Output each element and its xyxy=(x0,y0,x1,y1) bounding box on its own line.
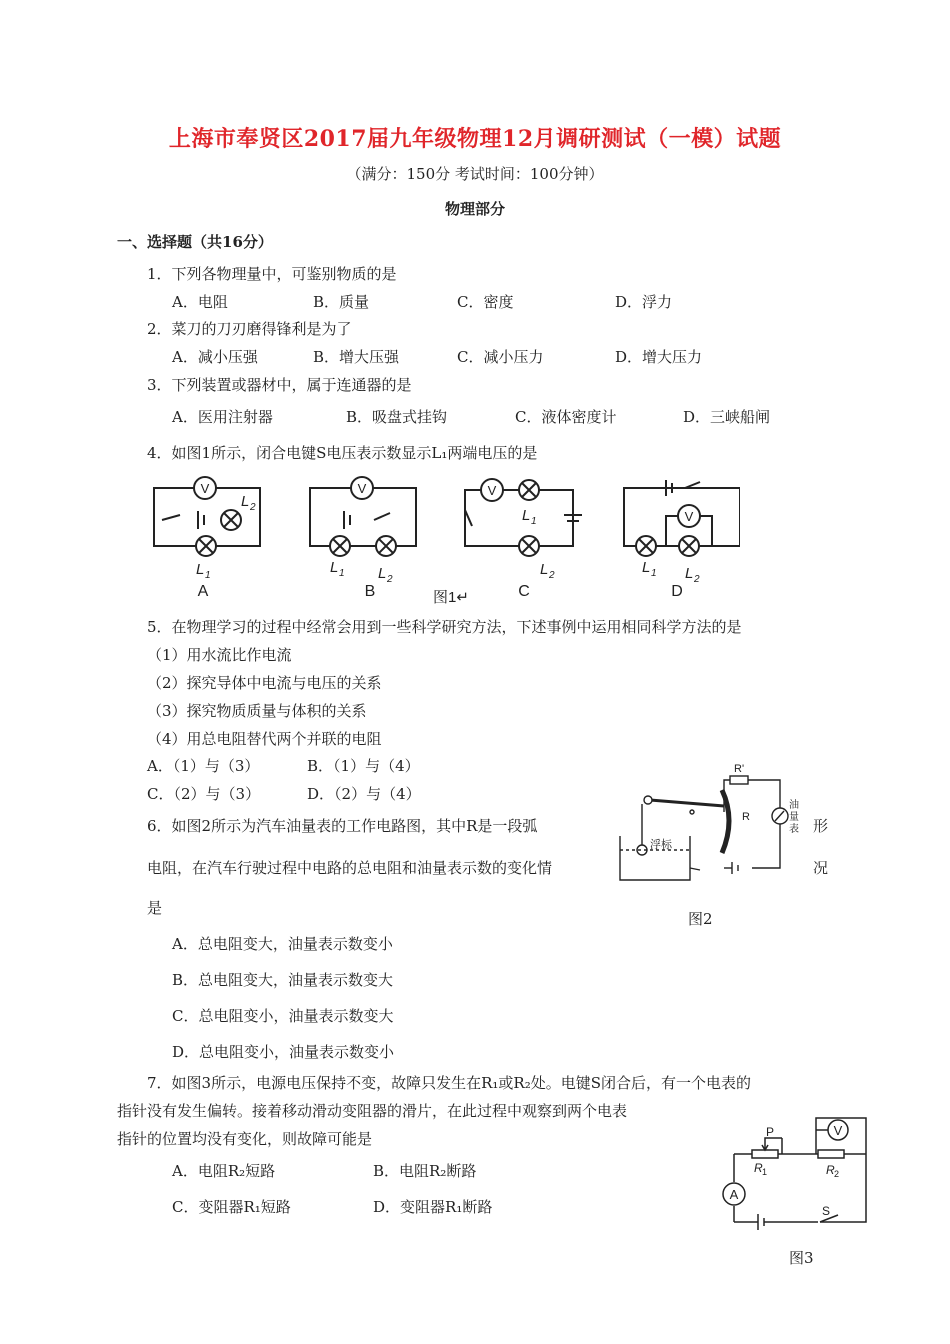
question-6-line-2: 电阻，在汽车行驶过程中电路的总电阻和油量表示数的变化情 xyxy=(147,859,553,877)
q5-option-d: D．（2）与（4） xyxy=(307,785,421,803)
question-2-stem: 2．菜刀的刀刃磨得锋利是为了 xyxy=(147,320,352,338)
question-6-line-1-end: 形 xyxy=(813,817,829,835)
fig2-r-label: R xyxy=(742,811,750,823)
fig1-c-voltmeter-label: V xyxy=(487,483,497,498)
fig1-label-c: C xyxy=(518,583,530,600)
fig1-b-l2-sub: 2 xyxy=(387,574,393,585)
fig1-label-d: D xyxy=(671,583,683,600)
fig1-a-voltmeter-label: V xyxy=(200,481,210,496)
part-heading: 物理部分 xyxy=(444,200,505,218)
fig3-voltmeter-label: V xyxy=(833,1123,843,1138)
fig1-c-l1: L xyxy=(522,507,531,524)
fig3-slider-label: P xyxy=(766,1125,775,1139)
q6-option-b: B．总电阻变大，油量表示数变大 xyxy=(172,971,394,989)
question-7-line-1: 7．如图3所示，电源电压保持不变，故障只发生在R₁或R₂处。电键S闭合后，有一个电表的 xyxy=(147,1074,751,1092)
q3-option-d: D．三峡船闸 xyxy=(683,408,771,426)
q5-item-4: （4）用总电阻替代两个并联的电阻 xyxy=(147,730,382,748)
fig2-caption: 图2 xyxy=(688,910,713,928)
fig1-d-l2: L xyxy=(685,565,694,582)
q7-option-d: D．变阻器R₁断路 xyxy=(373,1198,493,1216)
q2-option-a: A．减小压强 xyxy=(172,348,258,366)
section-heading: 一、选择题（共16分） xyxy=(117,233,273,251)
fig1-a-l2: L xyxy=(241,493,250,510)
q7-option-a: A．电阻R₂短路 xyxy=(172,1162,276,1180)
q2-option-b: B．增大压强 xyxy=(313,348,400,366)
fig1-b-l1-sub: 1 xyxy=(339,568,345,579)
q6-option-c: C．总电阻变小，油量表示数变大 xyxy=(172,1007,394,1025)
fig2-meter-char-2: 量 xyxy=(789,812,799,823)
q5-item-1: （1）用水流比作电流 xyxy=(147,646,292,664)
question-7-line-2: 指针没有发生偏转。接着移动滑动变阻器的滑片，在此过程中观察到两个电表 xyxy=(117,1102,628,1120)
q3-option-b: B．吸盘式挂钩 xyxy=(346,408,448,426)
fig3-ammeter-label: A xyxy=(729,1187,739,1202)
fig1-label-b: B xyxy=(364,583,376,600)
figure-2-fuel-gauge xyxy=(612,758,812,888)
q5-item-2: （2）探究导体中电流与电压的关系 xyxy=(147,674,382,692)
fig3-switch-label: S xyxy=(822,1204,831,1218)
fig1-a-l1: L xyxy=(196,561,205,578)
question-7-line-3: 指针的位置均没有变化，则故障可能是 xyxy=(117,1130,373,1148)
fig1-a-l2-sub: 2 xyxy=(250,502,256,513)
q3-option-c: C．液体密度计 xyxy=(515,408,617,426)
fig1-c-l2: L xyxy=(540,561,549,578)
q1-option-c: C．密度 xyxy=(457,293,514,311)
q2-option-c: C．减小压力 xyxy=(457,348,544,366)
fig1-d-l1-sub: 1 xyxy=(651,568,657,579)
exam-subtitle: （满分：150分 考试时间：100分钟） xyxy=(346,165,604,183)
q1-option-b: B．质量 xyxy=(313,293,370,311)
fig1-d-l2-sub: 2 xyxy=(694,574,700,585)
figure-1-circuits xyxy=(140,470,740,610)
q5-option-b: B．（1）与（4） xyxy=(307,757,420,775)
exam-title: 上海市奉贤区2017届九年级物理12月调研测试（一模）试题 xyxy=(168,126,782,152)
question-4-stem: 4．如图1所示，闭合电键S电压表示数显示L₁两端电压的是 xyxy=(147,444,538,462)
fig1-c-l2-sub: 2 xyxy=(549,570,555,581)
fig3-r1-sub: 1 xyxy=(762,1167,768,1177)
question-5-stem: 5．在物理学习的过程中经常会用到一些科学研究方法，下述事例中运用相同科学方法的是 xyxy=(147,618,742,636)
q1-option-a: A．电阻 xyxy=(172,293,228,311)
q1-option-d: D．浮力 xyxy=(615,293,673,311)
fig2-rprime-label: R' xyxy=(734,763,745,775)
q6-option-d: D．总电阻变小，油量表示数变小 xyxy=(172,1043,395,1061)
question-6-line-3: 是 xyxy=(147,899,163,917)
fig2-meter-char-3: 表 xyxy=(789,824,799,835)
fig3-r1-label: R xyxy=(754,1161,763,1175)
fig3-r2-sub: 2 xyxy=(834,1169,840,1179)
question-3-stem: 3．下列装置或器材中，属于连通器的是 xyxy=(147,376,412,394)
fig2-meter-char-1: 油 xyxy=(789,800,799,811)
figure-3-circuit xyxy=(718,1112,874,1242)
q5-item-3: （3）探究物质质量与体积的关系 xyxy=(147,702,367,720)
fig1-a-l1-sub: 1 xyxy=(205,570,211,581)
fig1-caption: 图1↵ xyxy=(433,589,469,606)
q3-option-a: A．医用注射器 xyxy=(172,408,273,426)
fig1-b-l1: L xyxy=(330,559,339,576)
question-1-stem: 1．下列各物理量中，可鉴别物质的是 xyxy=(147,265,397,283)
question-6-line-1: 6．如图2所示为汽车油量表的工作电路图，其中R是一段弧 xyxy=(147,817,538,835)
q5-option-a: A．（1）与（3） xyxy=(147,757,260,775)
fig1-c-l1-sub: 1 xyxy=(531,516,537,527)
q5-option-c: C．（2）与（3） xyxy=(147,785,261,803)
fig3-caption: 图3 xyxy=(789,1249,814,1267)
fig1-label-a: A xyxy=(197,583,209,600)
fig2-float-label: 浮标 xyxy=(650,839,672,851)
q7-option-b: B．电阻R₂断路 xyxy=(373,1162,477,1180)
question-6-line-2-end: 况 xyxy=(813,859,829,877)
fig1-b-l2: L xyxy=(378,565,387,582)
fig3-r2-label: R xyxy=(826,1163,835,1177)
fig1-d-l1: L xyxy=(642,559,651,576)
fig1-b-voltmeter-label: V xyxy=(357,481,367,496)
q7-option-c: C．变阻器R₁短路 xyxy=(172,1198,291,1216)
fig1-d-voltmeter-label: V xyxy=(684,509,694,524)
q2-option-d: D．增大压力 xyxy=(615,348,703,366)
q6-option-a: A．总电阻变大，油量表示数变小 xyxy=(172,935,393,953)
